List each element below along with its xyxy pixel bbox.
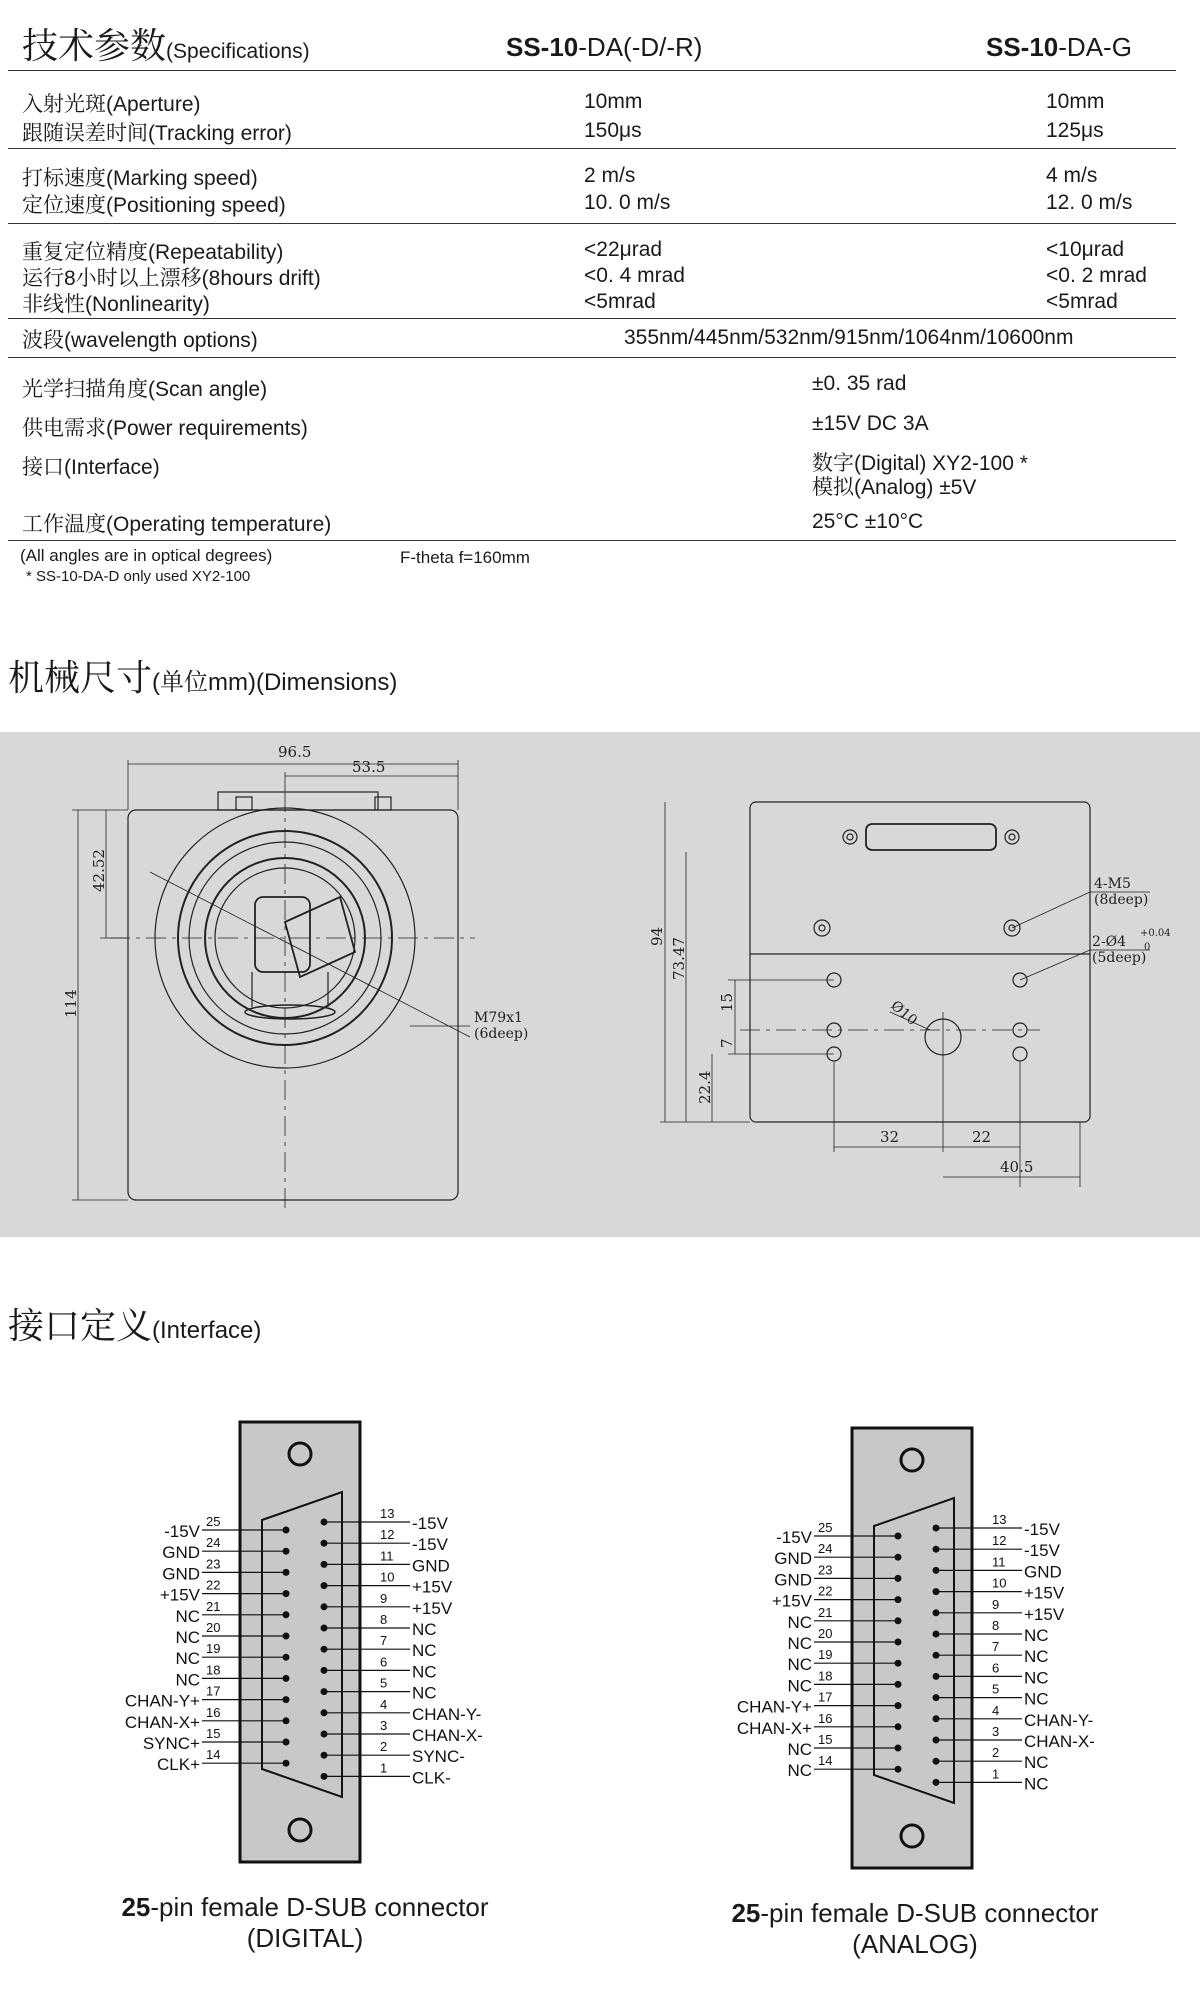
spec-value: ±15V DC 3A [812,412,929,435]
dim-pin-tolerance-zero: 0 [1144,942,1151,953]
dim-pin: 2-Ø4 [1092,934,1127,950]
pin-number: 9 [992,1596,1000,1612]
connector-top [218,792,378,810]
pin-number: 23 [818,1562,833,1578]
spec-label: 重复定位精度(Repeatability) [22,241,284,264]
pin-signal: -15V [164,1522,200,1541]
pin-signal: CHAN-X+ [736,1718,812,1738]
spec-label: 工作温度(Operating temperature) [22,513,332,536]
caption-analog-type: (ANALOG) [852,1929,978,1959]
dsub-connector [866,824,996,850]
pin-signal: NC [787,1612,812,1632]
pin-number: 8 [380,1612,388,1627]
pin-signal: NC [1024,1689,1049,1709]
dim-pin-tolerance: +0.04 [1140,928,1171,939]
pin-signal: -15V [412,1535,448,1555]
pin-number: 11 [380,1548,394,1564]
pin-number: 10 [380,1569,395,1585]
pin-number: 12 [380,1527,395,1543]
dim-73-47: 73.47 [670,937,688,980]
spec-value: <0. 2 mrad [1046,264,1147,287]
spec-value: 150μs [584,119,642,142]
spec-value: <22μrad [584,238,663,261]
spec-label: 接口(Interface) [22,456,160,479]
dim-phi10: Ø10 [887,997,921,1029]
column-header-model-1: SS-10-DA(-D/-R) [506,32,703,62]
pin-signal: CHAN-Y- [412,1704,482,1724]
pin-signal: GND [1024,1562,1062,1582]
pin-number: 10 [992,1575,1007,1591]
spec-title-en: (Specifications) [166,40,310,63]
pin-number: 2 [380,1739,388,1755]
pin-signal: NC [412,1641,437,1661]
dimension-drawing [0,732,1200,1237]
pin-number: 14 [818,1753,833,1769]
pin-signal: GND [412,1556,450,1576]
pin-number: 18 [818,1668,833,1684]
pin-signal: CHAN-Y+ [736,1697,812,1717]
pin-number: 13 [380,1506,395,1521]
pin-number: 6 [992,1660,1000,1676]
pin-signal: NC [412,1662,437,1682]
spec-value: <5mrad [1046,290,1118,313]
pin-signal: NC [175,1670,200,1690]
dim-m79-depth: (6deep) [474,1026,529,1042]
pin-number: 14 [206,1747,221,1763]
pin-signal: NC [412,1620,437,1639]
pin-signal: NC [175,1606,200,1626]
pin-signal: +15V [412,1577,453,1597]
pin-signal: -15V [412,1514,448,1533]
caption-analog: 25-pin female D-SUB connector (ANALOG) [670,1898,1160,1960]
pin-number: 19 [818,1647,833,1663]
pin-signal: GND [774,1570,812,1590]
pin-signal: NC [412,1683,437,1703]
pin-signal: NC [175,1649,200,1669]
divider [8,70,1176,71]
pin-signal: CHAN-X- [412,1726,483,1745]
spec-value: ±0. 35 rad [812,372,907,395]
dim-15: 15 [718,992,736,1012]
divider [8,357,1176,358]
pin-number: 5 [992,1681,1000,1697]
spec-value: 125μs [1046,119,1104,142]
pin-number: 17 [206,1683,221,1699]
spec-value: <5mrad [584,290,656,313]
pin-signal: NC [1024,1626,1049,1645]
pin-number: 15 [206,1726,221,1741]
dim-94: 94 [648,926,666,946]
dim-42-52: 42.52 [90,849,108,892]
pin-signal: -15V [776,1528,812,1547]
spec-value: 4 m/s [1046,164,1098,187]
pin-signal: SYNC+ [142,1734,200,1753]
spec-value: <10μrad [1046,238,1125,261]
pin-signal: +15V [159,1585,200,1605]
connector-digital [125,1422,483,1862]
pin-number: 23 [206,1556,221,1572]
interface-title: 接口定义(Interface) [8,1306,262,1347]
spec-value: 10. 0 m/s [584,191,671,214]
pin-signal: +15V [1024,1583,1065,1603]
pin-number: 19 [206,1641,221,1657]
pin-number: 22 [206,1577,221,1593]
spec-label: 非线性(Nonlinearity) [22,293,210,316]
pin-number: 3 [992,1724,1000,1739]
pin-number: 1 [992,1766,1000,1782]
connector-analog [737,1428,1095,1868]
pin-signal: CLK+ [157,1755,200,1775]
note-xy2: * SS-10-DA-D only used XY2-100 [26,568,251,585]
pin-signal: NC [1024,1753,1049,1773]
spec-label: 入射光斑(Aperture) [22,93,201,116]
spec-title [22,18,310,69]
spec-value: 数字(Digital) XY2-100 * [812,452,1028,475]
pin-number: 24 [206,1535,221,1551]
pin-signal: CHAN-Y- [1024,1710,1094,1730]
pin-signal: NC [787,1655,812,1675]
pin-number: 25 [206,1514,221,1529]
spec-value: 2 m/s [584,164,636,187]
pin-number: 13 [992,1512,1007,1527]
spec-label: 打标速度(Marking speed) [22,167,258,190]
dim-4-m5-depth: (8deep) [1094,892,1149,908]
dimensions-title: 机械尺寸(单位mm)(Dimensions) [8,658,398,699]
pin-signal: GND [774,1549,812,1569]
pin-number: 7 [992,1639,1000,1655]
dim-4-m5: 4-M5 [1094,876,1131,892]
spec-label: 跟随误差时间(Tracking error) [22,122,292,145]
dim-53-5: 53.5 [352,758,386,776]
pin-signal: SYNC- [412,1747,465,1767]
dim-7: 7 [718,1038,736,1048]
pin-number: 20 [206,1620,221,1635]
pin-signal: NC [1024,1647,1049,1667]
spec-title-cn: 技术参数 [22,26,167,67]
pin-signal: +15V [1024,1604,1065,1624]
divider [8,540,1176,541]
pin-signal: NC [1024,1774,1049,1794]
caption-digital: 25-pin female D-SUB connector (DIGITAL) [60,1892,550,1954]
pin-number: 25 [818,1520,833,1535]
pin-signal: NC [787,1634,812,1653]
dimension-drawing-panel [0,732,1200,1237]
pin-number: 3 [380,1718,388,1733]
pin-signal: NC [175,1628,200,1647]
pin-signal: +15V [771,1591,812,1611]
spec-value: 12. 0 m/s [1046,191,1133,214]
dim-40-5: 40.5 [1000,1158,1034,1176]
dsub-shell [262,1492,342,1797]
dim-114: 114 [62,989,80,1018]
pin-number: 21 [206,1598,221,1614]
dim-22: 22 [972,1128,992,1146]
dim-m79: M79x1 [474,1010,523,1026]
spec-value: 10mm [584,90,643,113]
wavelength-value: 355nm/445nm/532nm/915nm/1064nm/10600nm [624,326,1074,349]
divider [8,318,1176,319]
pin-number: 6 [380,1654,388,1670]
pin-signal: CHAN-X- [1024,1732,1095,1751]
pin-number: 5 [380,1675,388,1691]
pin-number: 4 [992,1702,1000,1718]
pin-signal: CLK- [412,1768,451,1788]
spec-label: 供电需求(Power requirements) [22,417,308,440]
divider [8,223,1176,224]
pin-number: 16 [818,1710,833,1726]
interface-diagrams [0,1410,1200,1910]
pin-number: 1 [380,1760,388,1776]
note-ftheta: F-theta f=160mm [400,548,530,567]
spec-label: 光学扫描角度(Scan angle) [22,378,268,401]
spec-label: 定位速度(Positioning speed) [22,194,286,217]
pin-signal: -15V [1024,1520,1060,1539]
pin-signal: CHAN-Y+ [124,1691,200,1711]
dim-22-4: 22.4 [696,1070,714,1104]
mirror-x [255,897,310,972]
column-header-model-2: SS-10-DA-G [986,32,1132,62]
mirror-y [285,897,355,977]
pin-signal: NC [787,1761,812,1781]
pin-number: 2 [992,1745,1000,1761]
pin-signal: NC [787,1676,812,1696]
dsub-shell [874,1498,954,1803]
pin-signal: NC [1024,1668,1049,1688]
spec-value: 25°C ±10°C [812,510,924,533]
spec-value: 10mm [1046,90,1105,113]
pin-number: 15 [818,1732,833,1747]
pin-number: 18 [206,1662,221,1678]
note-optical-degrees: (All angles are in optical degrees) [20,546,273,565]
divider [8,148,1176,149]
caption-digital-type: (DIGITAL) [246,1923,364,1953]
pin-number: 12 [992,1533,1007,1549]
pin-number: 21 [818,1604,833,1620]
pin-number: 17 [818,1689,833,1705]
spec-value: 模拟(Analog) ±5V [812,476,977,499]
pin-number: 16 [206,1704,221,1720]
spec-label: 运行8小时以上漂移(8hours drift) [22,267,321,290]
pin-signal: CHAN-X+ [124,1712,200,1732]
pin-number: 7 [380,1633,388,1649]
dim-96-5: 96.5 [278,743,312,761]
dim-pin-depth: (5deep) [1092,950,1147,966]
pin-number: 4 [380,1696,388,1712]
dim-32: 32 [880,1128,900,1146]
pin-number: 24 [818,1541,833,1557]
pin-number: 11 [992,1554,1006,1570]
pin-number: 20 [818,1626,833,1641]
spec-value: <0. 4 mrad [584,264,685,287]
pin-signal: GND [162,1564,200,1584]
spec-label: 波段(wavelength options) [22,329,258,352]
pin-number: 9 [380,1590,388,1606]
pin-number: 22 [818,1583,833,1599]
pin-signal: GND [162,1543,200,1563]
pin-number: 8 [992,1618,1000,1633]
pin-signal: +15V [412,1598,453,1618]
pin-signal: -15V [1024,1541,1060,1561]
pin-signal: NC [787,1740,812,1759]
